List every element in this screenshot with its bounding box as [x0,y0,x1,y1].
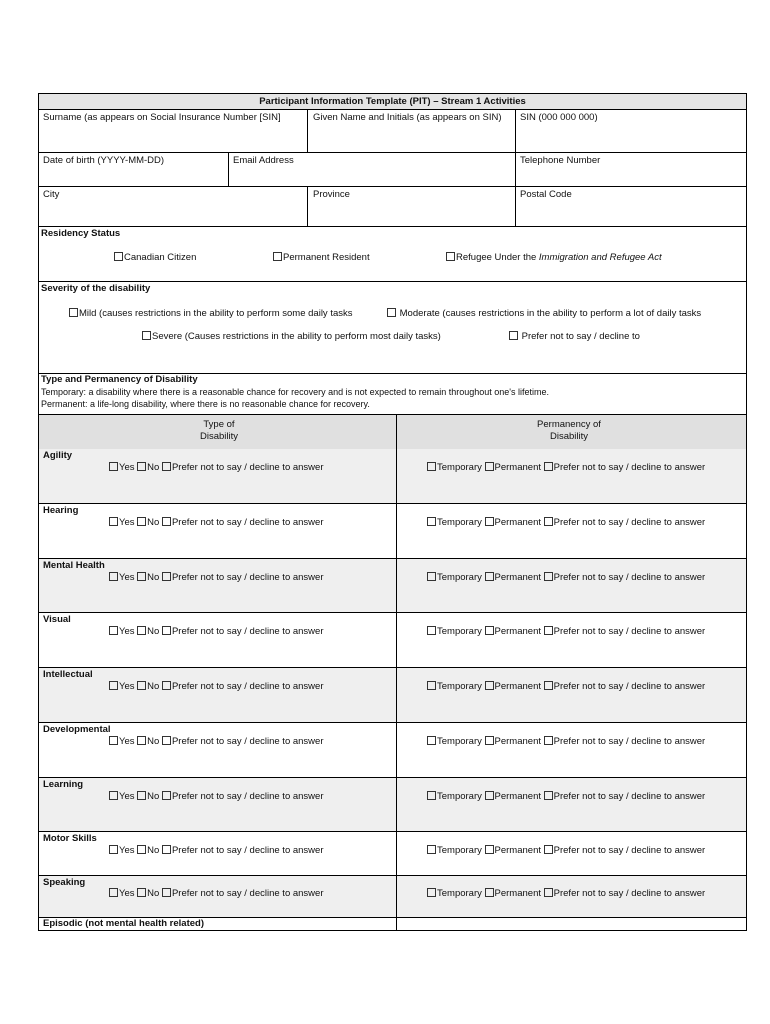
checkbox-icon[interactable] [273,252,282,261]
checkbox-icon[interactable] [109,462,118,471]
divider [307,186,308,226]
given-name-field[interactable]: Given Name and Initials (as appears on SIN) [313,112,502,123]
checkbox-icon[interactable] [544,888,553,897]
table-row [39,832,746,876]
checkbox-icon[interactable] [137,572,146,581]
checkbox-icon[interactable] [69,308,78,317]
row-label: Learning [43,779,84,790]
checkbox-icon[interactable] [427,517,436,526]
checkbox-icon[interactable] [109,517,118,526]
checkbox-icon[interactable] [142,331,151,340]
divider [396,832,397,875]
permanency-column-header: Permanency of Disability [537,419,601,442]
severity-severe-option[interactable]: Severe (Causes restrictions in the ability to perform most daily tasks) [142,331,441,342]
checkbox-icon[interactable] [162,572,171,581]
checkbox-icon[interactable] [446,252,455,261]
telephone-field[interactable]: Telephone Number [520,155,601,166]
type-options[interactable]: Yes No Prefer not to say / decline to answer [109,888,324,899]
checkbox-icon[interactable] [485,845,494,854]
checkbox-icon[interactable] [427,791,436,800]
type-options[interactable]: Yes No Prefer not to say / decline to answer [109,791,324,802]
permanency-options[interactable]: Temporary Permanent Prefer not to say / decline to answer [427,845,705,856]
divider [515,110,516,152]
table-row [39,723,746,778]
table-row [39,668,746,723]
divider [39,152,746,153]
table-row [39,918,746,930]
checkbox-icon[interactable] [427,462,436,471]
checkbox-icon[interactable] [137,626,146,635]
checkbox-icon[interactable] [137,681,146,690]
checkbox-icon[interactable] [109,681,118,690]
checkbox-icon[interactable] [162,681,171,690]
checkbox-icon[interactable] [485,791,494,800]
divider [39,281,746,282]
checkbox-icon[interactable] [544,736,553,745]
checkbox-icon[interactable] [137,462,146,471]
permanency-options[interactable]: Temporary Permanent Prefer not to say / decline to answer [427,736,705,747]
province-field[interactable]: Province [313,189,350,200]
divider [396,559,397,612]
checkbox-icon[interactable] [162,791,171,800]
permanent-resident-option[interactable]: Permanent Resident [273,252,370,263]
checkbox-icon[interactable] [509,331,518,340]
checkbox-icon[interactable] [544,517,553,526]
checkbox-icon[interactable] [137,845,146,854]
severity-moderate-option[interactable]: Moderate (causes restrictions in the ability to perform a lot of daily tasks [387,308,701,319]
checkbox-icon[interactable] [544,681,553,690]
checkbox-icon[interactable] [485,626,494,635]
divider [396,778,397,831]
form-title: Participant Information Template (PIT) – Stream 1 Activities [39,94,746,110]
permanency-options[interactable]: Temporary Permanent Prefer not to say / decline to answer [427,572,705,583]
row-label: Speaking [43,877,86,888]
pit-form [38,93,747,931]
checkbox-icon[interactable] [485,736,494,745]
type-options[interactable]: Yes No Prefer not to say / decline to answer [109,681,324,692]
checkbox-icon[interactable] [109,791,118,800]
divider [396,876,397,917]
row-label: Motor Skills [43,833,97,844]
row-label: Hearing [43,505,79,516]
type-options[interactable]: Yes No Prefer not to say / decline to answer [109,845,324,856]
type-options[interactable]: Yes No Prefer not to say / decline to answer [109,572,324,583]
checkbox-icon[interactable] [485,517,494,526]
checkbox-icon[interactable] [485,681,494,690]
checkbox-icon[interactable] [544,572,553,581]
checkbox-icon[interactable] [109,888,118,897]
divider [396,723,397,777]
permanency-options[interactable]: Temporary Permanent Prefer not to say / decline to answer [427,517,705,528]
checkbox-icon[interactable] [427,845,436,854]
temporary-note: Temporary: a disability where there is a reasonable chance for recovery and is not expected to remain throughout one's lifetime. [41,387,549,397]
divider [515,186,516,226]
table-row [39,778,746,832]
severity-prefer-option[interactable]: Prefer not to say / decline to [509,331,640,342]
checkbox-icon[interactable] [114,252,123,261]
checkbox-icon[interactable] [544,845,553,854]
checkbox-icon[interactable] [485,888,494,897]
checkbox-icon[interactable] [544,791,553,800]
checkbox-icon[interactable] [137,888,146,897]
checkbox-icon[interactable] [162,517,171,526]
checkbox-icon[interactable] [162,736,171,745]
permanent-note: Permanent: a life-long disability, where there is no reasonable chance for recovery. [41,399,370,409]
checkbox-icon[interactable] [109,736,118,745]
type-options[interactable]: Yes No Prefer not to say / decline to answer [109,736,324,747]
checkbox-icon[interactable] [485,572,494,581]
dob-field[interactable]: Date of birth (YYYY-MM-DD) [43,155,165,166]
divider [396,668,397,722]
table-row [39,449,746,504]
row-label: Visual [43,614,71,625]
checkbox-icon[interactable] [137,791,146,800]
row-label: Developmental [43,724,111,735]
divider [39,226,746,227]
checkbox-icon[interactable] [427,572,436,581]
checkbox-icon[interactable] [427,681,436,690]
checkbox-icon[interactable] [162,845,171,854]
row-label: Agility [43,450,73,461]
checkbox-icon[interactable] [137,736,146,745]
permanency-options[interactable]: Temporary Permanent Prefer not to say / decline to answer [427,462,705,473]
table-row [39,559,746,613]
checkbox-icon[interactable] [162,626,171,635]
row-label: Mental Health [43,560,105,571]
permanency-options[interactable]: Temporary Permanent Prefer not to say / decline to answer [427,888,705,899]
divider [515,152,516,186]
divider [396,613,397,667]
sin-field[interactable]: SIN (000 000 000) [520,112,598,123]
checkbox-icon[interactable] [544,626,553,635]
checkbox-icon[interactable] [109,572,118,581]
divider [396,504,397,558]
checkbox-icon[interactable] [137,517,146,526]
table-row [39,504,746,559]
divider [228,152,229,186]
residency-heading: Residency Status [41,228,121,239]
table-header [39,414,746,450]
type-column-header: Type of Disability [199,419,238,442]
checkbox-icon[interactable] [544,462,553,471]
divider [396,449,397,503]
divider [39,186,746,187]
divider [396,918,397,930]
surname-field[interactable]: Surname (as appears on Social Insurance Number [SIN] [43,112,281,123]
row-label: Episodic (not mental health related) [43,918,204,929]
severity-mild-option[interactable]: Mild (causes restrictions in the ability to perform some daily tasks [69,308,353,319]
type-permanency-heading: Type and Permanency of Disability [41,374,198,385]
table-row [39,613,746,668]
postal-code-field[interactable]: Postal Code [520,189,572,200]
canadian-citizen-option[interactable]: Canadian Citizen [114,252,196,263]
refugee-option[interactable]: Refugee Under the Immigration and Refugee Act [446,252,662,263]
checkbox-icon[interactable] [162,462,171,471]
type-options[interactable]: Yes No Prefer not to say / decline to answer [109,626,324,637]
checkbox-icon[interactable] [109,845,118,854]
table-row [39,876,746,918]
checkbox-icon[interactable] [427,626,436,635]
checkbox-icon[interactable] [427,736,436,745]
divider [396,415,397,449]
email-field[interactable]: Email Address [233,155,294,166]
row-label: Intellectual [43,669,93,680]
severity-heading: Severity of the disability [41,283,151,294]
checkbox-icon[interactable] [485,462,494,471]
checkbox-icon[interactable] [387,308,396,317]
type-options[interactable]: Yes No Prefer not to say / decline to answer [109,462,324,473]
permanency-options[interactable]: Temporary Permanent Prefer not to say / decline to answer [427,791,705,802]
type-options[interactable]: Yes No Prefer not to say / decline to answer [109,517,324,528]
divider [307,110,308,152]
checkbox-icon[interactable] [427,888,436,897]
checkbox-icon[interactable] [162,888,171,897]
checkbox-icon[interactable] [109,626,118,635]
permanency-options[interactable]: Temporary Permanent Prefer not to say / decline to answer [427,681,705,692]
permanency-options[interactable]: Temporary Permanent Prefer not to say / decline to answer [427,626,705,637]
city-field[interactable]: City [43,189,60,200]
